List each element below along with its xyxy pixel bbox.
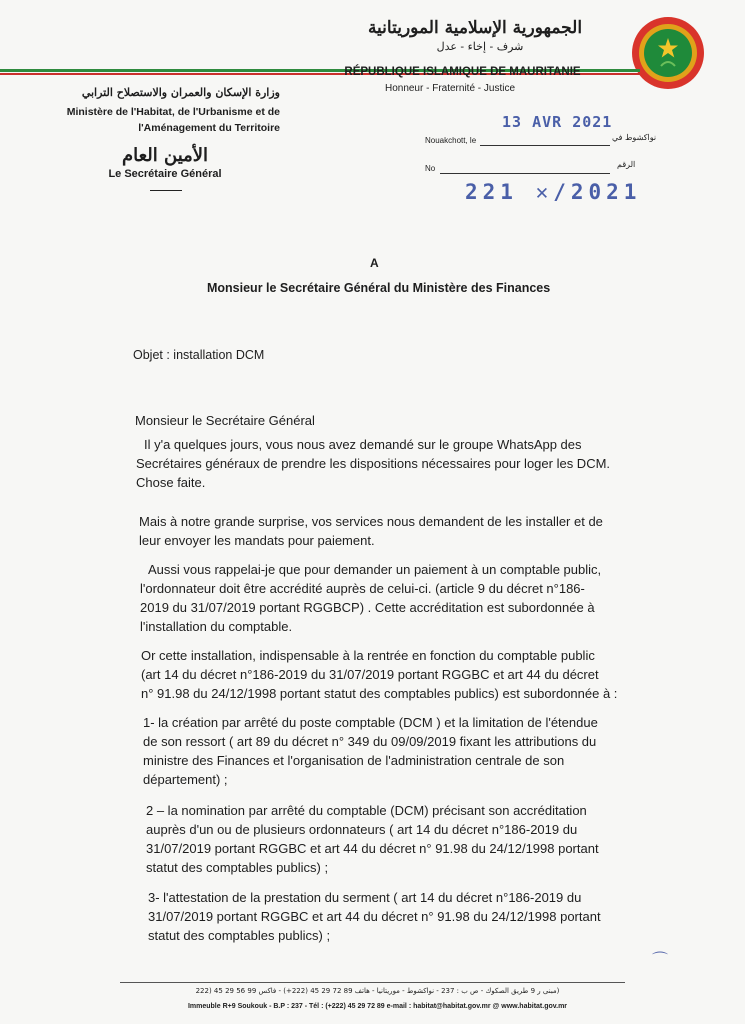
ministry-french-line2: l'Aménagement du Territoire [138,122,280,134]
paragraph-1 [136,435,664,492]
paragraph-line: département) ; [143,772,228,787]
paragraph-line: Mais à notre grande surprise, vos services nous demandent de les installer et de [139,514,603,529]
paragraph-line: (art 14 du décret n°186-2019 du 31/07/2019 portant RGGBC et art 44 du décret [141,667,599,682]
secretary-general-arabic: الأمين العام [121,145,209,166]
republic-motto: Honneur - Fraternité - Justice [384,83,516,94]
signature-divider [150,190,182,191]
handwritten-mark-icon: ⌒ [652,952,669,969]
paragraph-line: de son ressort ( art 89 du décret n° 349 du 09/09/2019 fixant les attributions du [143,734,597,749]
arabic-republic-title: الجمهورية الإسلامية الموريتانية [367,18,583,38]
paragraph-line: Chose faite. [136,475,206,490]
paragraph-line: 2 – la nomination par arrêté du comptable (DCM) précisant son accréditation [146,803,587,818]
paragraph-2 [139,512,659,550]
paragraph-line: Secrétaires généraux de prendre les dispositions nécessaires pour loger les DCM. [136,456,611,471]
paragraph-line: Il y'a quelques jours, vous nous avez demandé sur le groupe WhatsApp des [144,437,582,452]
paragraph-line: statut des comptables publics) ; [146,860,329,875]
paragraph-4 [141,646,671,703]
date-label-arabic: نواكشوط في [612,133,657,142]
paragraph-line: l'ordonnateur doit être accrédité auprès de celui-ci. (article 9 du décret n°186- [140,581,585,596]
republic-title: RÉPUBLIQUE ISLAMIQUE DE MAURITANIE [344,66,581,78]
paragraph-line: ministre des Finances et l'organisation de l'administration centrale de son [143,753,565,768]
paragraph-line: l'installation du comptable. [140,619,293,634]
number-label: No [425,164,436,173]
paragraph-6 [146,801,676,877]
date-label: Nouakchott, le [425,136,477,145]
number-label-arabic: الرقم [617,160,636,169]
ministry-french-line1: Ministère de l'Habitat, de l'Urbanisme et de [66,106,280,118]
secretary-general-french: Le Secrétaire Général [108,168,222,180]
salutation: Monsieur le Secrétaire Général [135,413,315,428]
ministry-arabic: وزارة الإسكان والعمران والاستصلاح الترابي [81,86,280,99]
paragraph-line: Or cette installation, indispensable à la rentrée en fonction du comptable public [141,648,595,663]
paragraph-line: 2019 du 31/07/2019 portant RGGBCP) . Cette accréditation est subordonnée à [140,600,595,615]
footer-french: Immeuble R+9 Soukouk - B.P : 237 - Tél : (+222) 45 29 72 89 e-mail : habitat@habitat.gov.mr @ www.habitat.gov.mr [187,1003,568,1010]
paragraph-line: Aussi vous rappelai-je que pour demander un paiement à un comptable public, [148,562,602,577]
paragraph-3 [140,560,670,636]
number-line [440,173,610,174]
footer-rule [120,982,625,983]
paragraph-line: 31/07/2019 portant RGGBC et art 44 du décret n° 91.98 du 24/12/1998 portant [148,909,601,924]
paragraph-line: n° 91.98 du 24/12/1998 portant statut des comptables publics) est subordonnée à : [141,686,618,701]
footer-arabic: (مبنى ر 9 طريق الصكوك - ص ب : 237 - نواكشوط - موريتانيا - هاتف 89 72 29 45 (222+) - فاكس 99 56 29 45 (222 [195,987,560,995]
national-seal-icon [631,16,705,90]
arabic-motto: شرف - إخاء - عدل [436,40,524,53]
paragraph-line: auprès d'un ou de plusieurs ordonnateurs ( art 14 du décret n°186-2019 du [146,822,578,837]
paragraph-line: 3- l'attestation de la prestation du serment ( art 14 du décret n°186-2019 du [148,890,582,905]
recipient-prefix: A [370,256,379,270]
paragraph-5 [143,713,673,789]
recipient: Monsieur le Secrétaire Général du Ministère des Finances [207,281,551,295]
number-stamp: 221 ✕/2021 [465,180,642,204]
ministry-french [40,104,280,136]
date-line [480,145,610,146]
subject-line: Objet : installation DCM [133,348,265,362]
paragraph-line: 31/07/2019 portant RGGBC et art 44 du décret n° 91.98 du 24/12/1998 portant [146,841,599,856]
paragraph-line: statut des comptables publics) ; [148,928,331,943]
paragraph-7 [148,888,678,945]
date-stamp: 13 AVR 2021 [502,113,613,131]
paragraph-line: 1- la création par arrêté du poste comptable (DCM ) et la limitation de l'étendue [143,715,598,730]
paragraph-line: leur envoyer les mandats pour paiement. [139,533,375,548]
